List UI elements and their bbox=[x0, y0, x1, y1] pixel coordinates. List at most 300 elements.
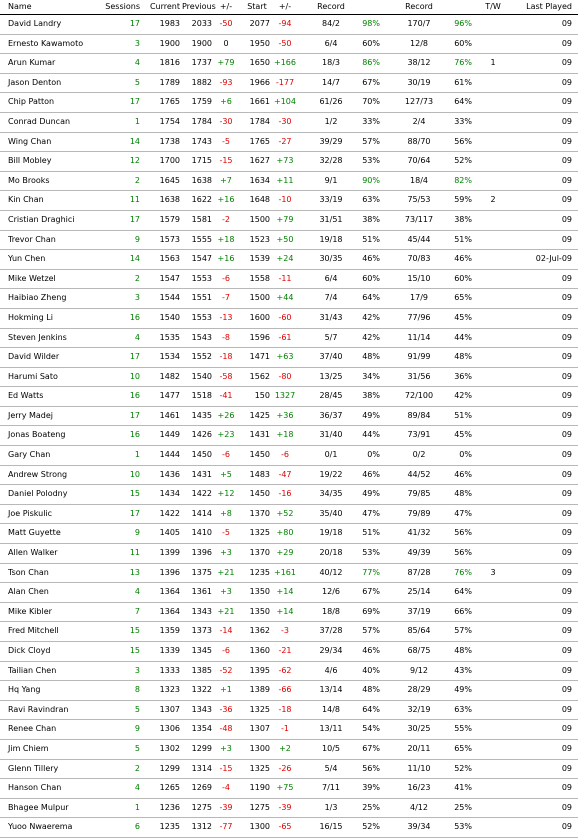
row-change-since-start: +44 bbox=[276, 293, 294, 303]
row-current: 1364 bbox=[159, 606, 180, 616]
row-change: -36 bbox=[219, 704, 233, 714]
row-record-total: 28/29 bbox=[407, 685, 431, 695]
row-change-since-start: -30 bbox=[278, 116, 292, 126]
row-change: -6 bbox=[222, 273, 230, 283]
row-change-since-start: +2 bbox=[279, 743, 291, 753]
row-change: -93 bbox=[219, 77, 233, 87]
header-change-since-start[interactable]: +/- bbox=[278, 2, 292, 11]
row-start: 1562 bbox=[249, 371, 270, 381]
row-record: 13/11 bbox=[319, 724, 343, 734]
row-record: 12/6 bbox=[322, 587, 340, 597]
row-last-played: 09 bbox=[561, 97, 572, 107]
row-name: Chip Patton bbox=[8, 97, 55, 107]
table-row[interactable] bbox=[0, 720, 578, 740]
header-record[interactable]: Record bbox=[317, 2, 345, 11]
row-current: 1422 bbox=[159, 508, 180, 518]
row-record: 20/18 bbox=[319, 548, 343, 558]
row-last-played: 09 bbox=[561, 273, 572, 283]
row-record: 36/37 bbox=[319, 410, 343, 420]
row-pct: 57% bbox=[362, 136, 380, 146]
row-change: -58 bbox=[219, 371, 233, 381]
row-sessions: 14 bbox=[129, 254, 140, 264]
row-sessions: 15 bbox=[129, 489, 140, 499]
row-previous: 1435 bbox=[191, 410, 212, 420]
row-pct-total: 38% bbox=[454, 214, 472, 224]
row-record-total: 38/12 bbox=[407, 58, 431, 68]
row-pct: 60% bbox=[362, 38, 380, 48]
row-sessions: 4 bbox=[134, 58, 140, 68]
row-change: -8 bbox=[222, 332, 230, 342]
row-previous: 1385 bbox=[191, 665, 212, 675]
row-pct: 70% bbox=[362, 97, 380, 107]
row-record: 30/35 bbox=[319, 254, 343, 264]
row-last-played: 09 bbox=[561, 822, 572, 832]
row-name: Haibiao Zheng bbox=[8, 293, 67, 303]
table-row[interactable] bbox=[0, 211, 578, 231]
row-pct-total: 48% bbox=[454, 646, 472, 655]
row-pct: 46% bbox=[362, 469, 380, 479]
row-record-total: 45/44 bbox=[407, 234, 431, 244]
row-previous: 1375 bbox=[191, 567, 212, 577]
row-record-total: 49/39 bbox=[407, 548, 431, 558]
table-row[interactable] bbox=[0, 524, 578, 544]
row-change-since-start: +24 bbox=[276, 254, 294, 264]
table-row[interactable] bbox=[0, 191, 578, 211]
row-current: 1535 bbox=[159, 332, 180, 342]
row-previous: 1322 bbox=[191, 685, 212, 695]
row-pct-total: 53% bbox=[454, 822, 472, 832]
row-pct-total: 36% bbox=[454, 371, 472, 381]
row-change: -41 bbox=[219, 391, 233, 401]
row-current: 1265 bbox=[159, 783, 180, 793]
table-row[interactable] bbox=[0, 662, 578, 682]
table-row[interactable] bbox=[0, 583, 578, 603]
row-current: 1364 bbox=[159, 587, 180, 597]
row-record-total: 170/7 bbox=[407, 19, 431, 28]
row-change: +3 bbox=[220, 743, 232, 753]
row-change: +8 bbox=[220, 508, 232, 518]
row-change: +18 bbox=[217, 234, 235, 244]
row-change-since-start: +104 bbox=[274, 97, 296, 107]
row-change: +12 bbox=[217, 489, 235, 499]
row-previous: 1882 bbox=[191, 77, 212, 87]
row-pct-total: 76% bbox=[454, 58, 472, 68]
row-record: 5/7 bbox=[324, 332, 338, 342]
row-record-total: 30/19 bbox=[407, 77, 431, 87]
row-previous: 1269 bbox=[191, 783, 212, 793]
row-pct-total: 56% bbox=[454, 528, 472, 538]
row-change-since-start: +50 bbox=[276, 234, 294, 244]
row-start: 1360 bbox=[249, 646, 270, 655]
row-pct-total: 33% bbox=[454, 116, 472, 126]
row-pct: 34% bbox=[362, 371, 380, 381]
row-current: 1738 bbox=[159, 136, 180, 146]
row-pct: 46% bbox=[362, 646, 380, 655]
row-record: 9/1 bbox=[324, 175, 338, 185]
table-row[interactable] bbox=[0, 642, 578, 662]
table-row[interactable] bbox=[0, 466, 578, 486]
row-pct: 56% bbox=[362, 763, 380, 773]
row-change-since-start: +80 bbox=[276, 528, 294, 538]
table-row[interactable] bbox=[0, 113, 578, 133]
row-start: 1325 bbox=[249, 528, 270, 538]
table-row[interactable] bbox=[0, 172, 578, 192]
table-row[interactable] bbox=[0, 446, 578, 466]
row-previous: 1396 bbox=[191, 548, 212, 558]
table-row[interactable] bbox=[0, 426, 578, 446]
row-name: Harumi Sato bbox=[8, 371, 58, 381]
row-start: 1483 bbox=[249, 469, 270, 479]
row-record: 5/4 bbox=[324, 763, 338, 773]
row-change: -39 bbox=[219, 802, 233, 812]
row-pct-total: 63% bbox=[454, 704, 472, 714]
row-sessions: 9 bbox=[134, 724, 140, 734]
row-record-total: 85/64 bbox=[407, 626, 431, 636]
header-record-total[interactable]: Record bbox=[405, 2, 433, 11]
row-last-played: 09 bbox=[561, 352, 572, 362]
row-record-total: 12/8 bbox=[410, 38, 428, 48]
row-sessions: 17 bbox=[129, 410, 140, 420]
row-last-played: 09 bbox=[561, 58, 572, 68]
row-last-played: 09 bbox=[561, 489, 572, 499]
row-current: 1563 bbox=[159, 254, 180, 264]
table-row[interactable] bbox=[0, 564, 578, 584]
row-pct: 46% bbox=[362, 254, 380, 264]
table-row[interactable] bbox=[0, 35, 578, 55]
table-row[interactable] bbox=[0, 309, 578, 329]
row-record: 10/5 bbox=[322, 743, 340, 753]
header-sessions[interactable]: Sessions bbox=[105, 2, 140, 11]
table-row[interactable] bbox=[0, 544, 578, 564]
row-record: 14/8 bbox=[322, 704, 340, 714]
row-current: 1359 bbox=[159, 626, 180, 636]
row-last-played: 09 bbox=[561, 802, 572, 812]
row-last-played: 09 bbox=[561, 567, 572, 577]
row-start: 1648 bbox=[249, 195, 270, 205]
row-pct: 69% bbox=[362, 606, 380, 616]
row-last-played: 09 bbox=[561, 293, 572, 303]
row-current: 1299 bbox=[159, 763, 180, 773]
header-current[interactable]: Current bbox=[149, 2, 180, 11]
row-sessions: 16 bbox=[129, 430, 140, 440]
row-current: 1638 bbox=[159, 195, 180, 205]
row-sessions: 1 bbox=[134, 116, 140, 126]
row-sessions: 5 bbox=[134, 743, 140, 753]
row-pct: 40% bbox=[362, 665, 380, 675]
row-pct: 47% bbox=[362, 508, 380, 518]
row-change: +7 bbox=[220, 175, 232, 185]
row-change-since-start: -62 bbox=[278, 665, 292, 675]
row-previous: 1422 bbox=[191, 489, 212, 499]
row-start: 1661 bbox=[249, 97, 270, 107]
row-change-since-start: +63 bbox=[276, 352, 294, 362]
row-pct-total: 48% bbox=[454, 352, 472, 362]
table-row[interactable] bbox=[0, 799, 578, 819]
table-row[interactable] bbox=[0, 505, 578, 525]
row-name: Bhagee Mulpur bbox=[8, 802, 69, 812]
table-row[interactable] bbox=[0, 250, 578, 270]
row-current: 1900 bbox=[159, 38, 180, 48]
row-current: 1547 bbox=[159, 273, 180, 283]
row-record-total: 75/53 bbox=[407, 195, 431, 205]
row-name: Jonas Boateng bbox=[8, 430, 66, 440]
row-pct-total: 66% bbox=[454, 606, 472, 616]
table-row[interactable] bbox=[0, 74, 578, 94]
row-name: Dick Cloyd bbox=[8, 646, 51, 655]
row-last-played: 09 bbox=[561, 312, 572, 322]
row-record-total: 73/91 bbox=[407, 430, 431, 440]
row-name: Renee Chan bbox=[8, 724, 57, 734]
row-name: Mike Kibler bbox=[8, 606, 52, 616]
table-row[interactable] bbox=[0, 603, 578, 623]
row-previous: 1312 bbox=[191, 822, 212, 832]
row-start: 1362 bbox=[249, 626, 270, 636]
row-pct: 63% bbox=[362, 195, 380, 205]
row-last-played: 09 bbox=[561, 469, 572, 479]
row-start: 1450 bbox=[249, 450, 270, 460]
row-record-total: 20/11 bbox=[407, 743, 431, 753]
table-row[interactable] bbox=[0, 407, 578, 427]
row-change: -13 bbox=[219, 312, 233, 322]
row-record-total: 32/19 bbox=[407, 704, 431, 714]
row-pct-total: 60% bbox=[454, 273, 472, 283]
row-change: -14 bbox=[219, 626, 233, 636]
row-record-total: 127/73 bbox=[404, 97, 434, 107]
row-tw: 1 bbox=[490, 58, 496, 68]
row-previous: 1373 bbox=[191, 626, 212, 636]
row-sessions: 16 bbox=[129, 312, 140, 322]
row-name: Joe Piskulic bbox=[8, 508, 53, 518]
row-name: Cristian Draghici bbox=[8, 214, 75, 224]
row-start: 1558 bbox=[249, 273, 270, 283]
row-change: -2 bbox=[222, 214, 230, 224]
row-last-played: 09 bbox=[561, 371, 572, 381]
table-row[interactable] bbox=[0, 133, 578, 153]
row-pct-total: 82% bbox=[454, 175, 472, 185]
table-row[interactable] bbox=[0, 779, 578, 799]
row-start: 1966 bbox=[249, 77, 270, 87]
row-last-played: 09 bbox=[561, 548, 572, 558]
row-change-since-start: -39 bbox=[278, 802, 292, 812]
row-pct-total: 52% bbox=[454, 763, 472, 773]
row-name: Tson Chan bbox=[8, 567, 49, 577]
row-change: +3 bbox=[220, 587, 232, 597]
row-sessions: 11 bbox=[129, 548, 140, 558]
row-change-since-start: +79 bbox=[276, 214, 294, 224]
row-start: 1500 bbox=[249, 293, 270, 303]
row-current: 1396 bbox=[159, 567, 180, 577]
row-name: Daniel Polodny bbox=[8, 489, 68, 499]
row-change-since-start: -177 bbox=[275, 77, 295, 87]
row-pct-total: 51% bbox=[454, 410, 472, 420]
row-previous: 1743 bbox=[191, 136, 212, 146]
row-pct-total: 65% bbox=[454, 293, 472, 303]
header-previous[interactable]: Previous bbox=[182, 2, 216, 11]
row-start: 2077 bbox=[249, 19, 270, 28]
row-name: Allen Walker bbox=[8, 548, 58, 558]
row-pct: 44% bbox=[362, 430, 380, 440]
table-row[interactable] bbox=[0, 740, 578, 760]
row-start: 1634 bbox=[249, 175, 270, 185]
row-record-total: 44/52 bbox=[407, 469, 431, 479]
row-pct-total: 25% bbox=[454, 802, 472, 812]
row-last-played: 09 bbox=[561, 195, 572, 205]
row-previous: 1299 bbox=[191, 743, 212, 753]
row-name: Kin Chan bbox=[8, 195, 44, 205]
row-last-played: 09 bbox=[561, 528, 572, 538]
row-last-played: 09 bbox=[561, 704, 572, 714]
row-sessions: 3 bbox=[134, 38, 140, 48]
row-pct: 42% bbox=[362, 312, 380, 322]
table-row[interactable] bbox=[0, 681, 578, 701]
row-pct: 67% bbox=[362, 743, 380, 753]
row-record-total: 79/85 bbox=[407, 489, 431, 499]
row-last-played: 09 bbox=[561, 685, 572, 695]
row-change-since-start: -26 bbox=[278, 763, 292, 773]
row-change: -50 bbox=[219, 19, 233, 28]
row-current: 1306 bbox=[159, 724, 180, 734]
row-record-total: 0/2 bbox=[412, 450, 426, 460]
row-pct-total: 43% bbox=[454, 665, 472, 675]
row-sessions: 17 bbox=[129, 214, 140, 224]
row-start: 1300 bbox=[249, 743, 270, 753]
table-row[interactable] bbox=[0, 270, 578, 290]
table-row[interactable] bbox=[0, 622, 578, 642]
row-record: 16/15 bbox=[319, 822, 343, 832]
row-change: +16 bbox=[217, 254, 235, 264]
row-change-since-start: +14 bbox=[276, 606, 294, 616]
table-row[interactable] bbox=[0, 368, 578, 388]
header-change[interactable]: +/- bbox=[219, 2, 233, 11]
row-pct: 49% bbox=[362, 489, 380, 499]
row-record: 31/43 bbox=[319, 312, 343, 322]
row-pct-total: 47% bbox=[454, 508, 472, 518]
row-previous: 1551 bbox=[191, 293, 212, 303]
row-change-since-start: +73 bbox=[276, 156, 294, 166]
row-last-played: 09 bbox=[561, 626, 572, 636]
row-pct: 42% bbox=[362, 332, 380, 342]
row-pct-total: 52% bbox=[454, 156, 472, 166]
row-change: -5 bbox=[222, 528, 230, 538]
row-change-since-start: -50 bbox=[278, 38, 292, 48]
row-pct: 52% bbox=[362, 822, 380, 832]
row-current: 1461 bbox=[159, 410, 180, 420]
row-record: 13/25 bbox=[319, 371, 343, 381]
table-row[interactable] bbox=[0, 387, 578, 407]
row-last-played: 09 bbox=[561, 665, 572, 675]
table-row[interactable] bbox=[0, 701, 578, 721]
row-pct: 77% bbox=[362, 567, 380, 577]
table-row[interactable] bbox=[0, 289, 578, 309]
table-row[interactable] bbox=[0, 760, 578, 780]
row-current: 1405 bbox=[159, 528, 180, 538]
row-record: 19/22 bbox=[319, 469, 343, 479]
row-previous: 1555 bbox=[191, 234, 212, 244]
row-last-played: 09 bbox=[561, 724, 572, 734]
header-tw[interactable]: T/W bbox=[485, 2, 501, 11]
row-record: 31/40 bbox=[319, 430, 343, 440]
header-name[interactable]: Name bbox=[8, 2, 32, 11]
row-record-total: 77/96 bbox=[407, 312, 431, 322]
row-sessions: 10 bbox=[129, 469, 140, 479]
row-previous: 1361 bbox=[191, 587, 212, 597]
row-change: +6 bbox=[220, 97, 232, 107]
row-sessions: 14 bbox=[129, 136, 140, 146]
row-last-played: 02-Jul-09 bbox=[535, 254, 572, 264]
row-current: 1333 bbox=[159, 665, 180, 675]
row-change: +23 bbox=[217, 430, 235, 440]
table-row[interactable] bbox=[0, 818, 578, 838]
row-previous: 1275 bbox=[191, 802, 212, 812]
row-last-played: 09 bbox=[561, 763, 572, 773]
row-start: 1389 bbox=[249, 685, 270, 695]
table-row[interactable] bbox=[0, 231, 578, 251]
row-start: 1765 bbox=[249, 136, 270, 146]
row-previous: 1354 bbox=[191, 724, 212, 734]
row-previous: 1431 bbox=[191, 469, 212, 479]
table-row[interactable] bbox=[0, 93, 578, 113]
row-start: 1784 bbox=[249, 116, 270, 126]
row-pct: 64% bbox=[362, 704, 380, 714]
row-change-since-start: 1327 bbox=[274, 391, 296, 401]
row-last-played: 09 bbox=[561, 332, 572, 342]
row-change-since-start: -27 bbox=[278, 136, 292, 146]
row-name: Bill Mobley bbox=[8, 156, 52, 166]
row-change-since-start: -11 bbox=[278, 273, 292, 283]
row-previous: 1414 bbox=[191, 508, 212, 518]
row-sessions: 12 bbox=[129, 156, 140, 166]
table-row[interactable] bbox=[0, 152, 578, 172]
row-sessions: 4 bbox=[134, 332, 140, 342]
row-record-total: 31/56 bbox=[407, 371, 431, 381]
row-pct-total: 64% bbox=[454, 97, 472, 107]
row-record: 1/3 bbox=[324, 802, 338, 812]
row-last-played: 09 bbox=[561, 19, 572, 28]
row-record: 40/12 bbox=[319, 567, 343, 577]
table-row[interactable] bbox=[0, 54, 578, 74]
row-sessions: 5 bbox=[134, 704, 140, 714]
row-previous: 1543 bbox=[191, 332, 212, 342]
header-start[interactable]: Start bbox=[247, 2, 267, 11]
row-name: David Wilder bbox=[8, 352, 60, 362]
row-current: 1700 bbox=[159, 156, 180, 166]
row-last-played: 09 bbox=[561, 38, 572, 48]
row-previous: 1343 bbox=[191, 704, 212, 714]
row-change-since-start: -6 bbox=[281, 450, 289, 460]
row-record-total: 9/12 bbox=[410, 665, 428, 675]
row-record-total: 11/14 bbox=[407, 332, 431, 342]
row-last-played: 09 bbox=[561, 391, 572, 401]
row-start: 1275 bbox=[249, 802, 270, 812]
row-name: Fred Mitchell bbox=[8, 626, 59, 636]
row-change-since-start: -94 bbox=[278, 19, 292, 28]
row-record-total: 72/100 bbox=[404, 391, 434, 401]
row-previous: 1715 bbox=[191, 156, 212, 166]
row-start: 1523 bbox=[249, 234, 270, 244]
header-last-played[interactable]: Last Played bbox=[526, 2, 572, 11]
row-last-played: 09 bbox=[561, 410, 572, 420]
row-previous: 1581 bbox=[191, 214, 212, 224]
table-row[interactable] bbox=[0, 329, 578, 349]
table-row[interactable] bbox=[0, 485, 578, 505]
row-change: -5 bbox=[222, 136, 230, 146]
row-last-played: 09 bbox=[561, 743, 572, 753]
row-last-played: 09 bbox=[561, 175, 572, 185]
table-row[interactable] bbox=[0, 348, 578, 368]
row-record: 7/4 bbox=[324, 293, 338, 303]
row-name: Alan Chen bbox=[8, 587, 49, 597]
table-row[interactable] bbox=[0, 15, 578, 35]
